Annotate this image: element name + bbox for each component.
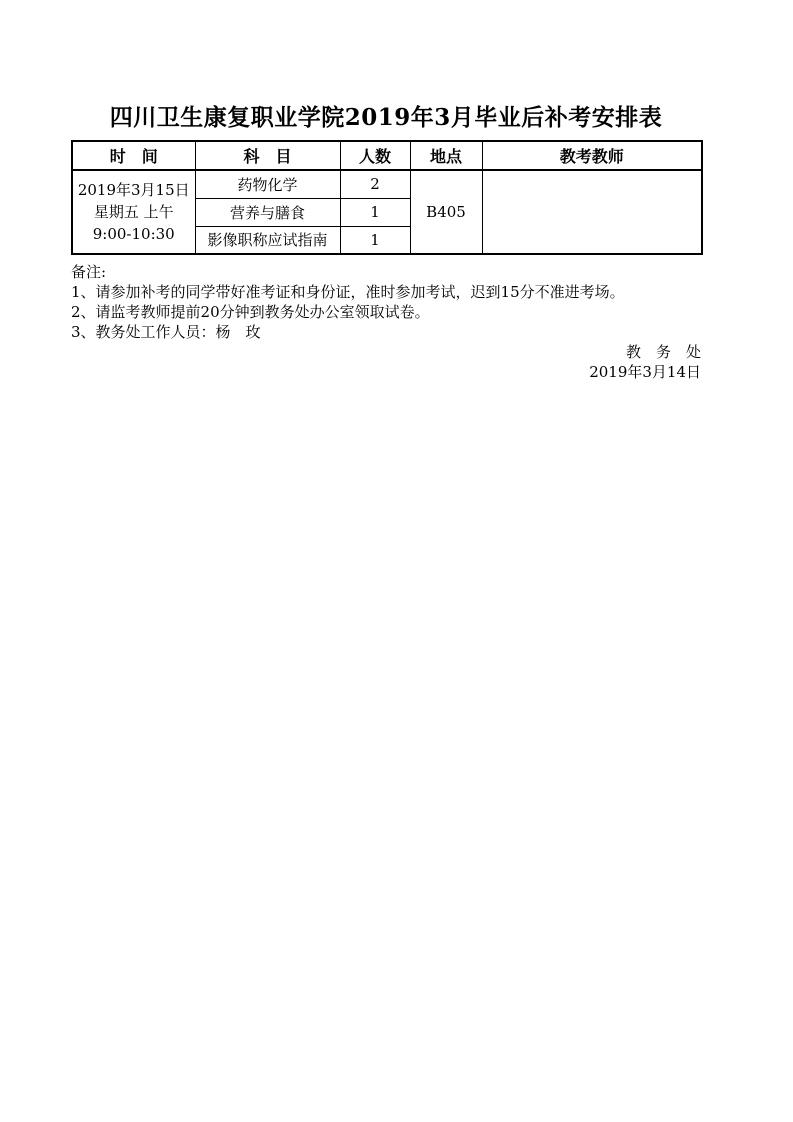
note-item: 3、教务处工作人员：杨 玫 bbox=[71, 323, 261, 341]
document-content bbox=[71, 0, 701, 382]
col-header-subject: 科 目 bbox=[195, 141, 340, 170]
location-cell: B405 bbox=[410, 170, 482, 254]
count-cell: 1 bbox=[340, 198, 410, 226]
count-cell: 1 bbox=[340, 226, 410, 254]
subject-cell: 药物化学 bbox=[195, 170, 340, 198]
teacher-cell bbox=[482, 170, 702, 254]
time-hours: 9:00-10:30 bbox=[92, 225, 175, 243]
subject-cell: 影像职称应试指南 bbox=[195, 226, 340, 254]
notes-label: 备注: bbox=[71, 263, 107, 281]
signature-date: 2019年3月14日 bbox=[589, 363, 701, 381]
col-header-location: 地点 bbox=[410, 141, 482, 170]
subject-cell: 营养与膳食 bbox=[195, 198, 340, 226]
time-date: 2019年3月15日 bbox=[77, 181, 190, 199]
count-cell: 2 bbox=[340, 170, 410, 198]
table-row bbox=[72, 170, 702, 198]
note-item: 2、请监考教师提前20分钟到教务处办公室领取试卷。 bbox=[71, 303, 430, 321]
time-cell bbox=[72, 170, 195, 254]
col-header-time: 时 间 bbox=[72, 141, 195, 170]
page-title: 四川卫生康复职业学院2019年3月毕业后补考安排表 bbox=[109, 104, 663, 131]
table-header-row bbox=[72, 141, 702, 170]
time-weekday: 星期五 上午 bbox=[93, 203, 174, 221]
signature-block bbox=[71, 342, 701, 382]
signature-department: 教 务 处 bbox=[625, 343, 701, 361]
col-header-teacher: 教考教师 bbox=[482, 141, 702, 170]
notes-section bbox=[71, 262, 701, 342]
col-header-count: 人数 bbox=[340, 141, 410, 170]
exam-schedule-table bbox=[71, 140, 703, 255]
note-item: 1、请参加补考的同学带好准考证和身份证，准时参加考试，迟到15分不准进考场。 bbox=[71, 283, 625, 301]
